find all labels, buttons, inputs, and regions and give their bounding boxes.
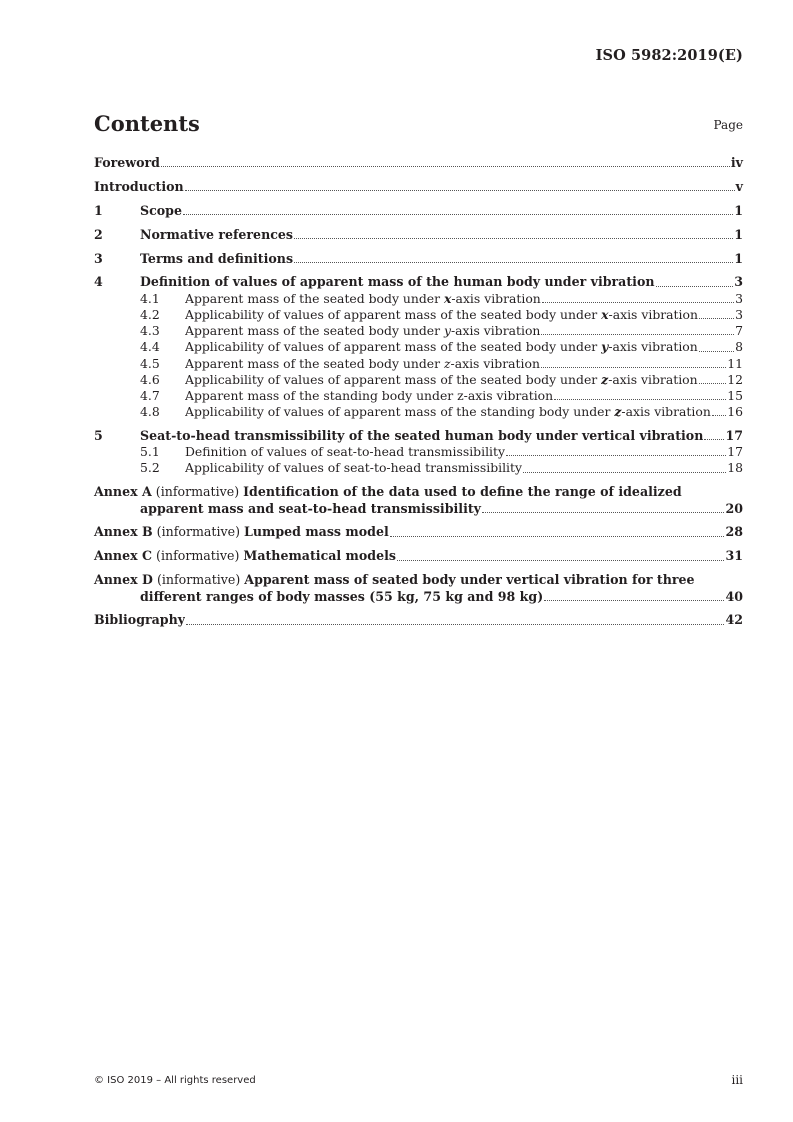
toc-label: Apparent mass of the seated body under x-axis vibration [185, 290, 541, 306]
toc-entry-5-1[interactable] [94, 444, 743, 460]
toc-page: 17 [725, 427, 743, 443]
toc-page: 18 [727, 460, 743, 476]
toc-page: iv [730, 155, 743, 170]
toc-entry-4-5[interactable] [94, 356, 743, 372]
dot-leader [554, 398, 726, 400]
page-title: Contents [94, 111, 200, 136]
toc-number: 5.1 [140, 444, 160, 460]
toc-entry-4-3[interactable] [94, 323, 743, 339]
toc-page: 31 [725, 548, 743, 564]
annex-title: Apparent mass of seated body under vertical vibration for three [244, 572, 695, 588]
dot-leader [183, 213, 733, 215]
toc-entry-4-4[interactable] [94, 339, 743, 355]
dot-leader [506, 454, 726, 456]
toc-page: 20 [725, 500, 743, 516]
page-number: iii [731, 1073, 743, 1087]
toc-entry-clause-2[interactable] [94, 227, 743, 243]
toc-number: 4.7 [140, 387, 160, 403]
annex-informative: (informative) [156, 548, 240, 564]
dot-leader [161, 165, 730, 167]
toc-page: 11 [727, 355, 743, 371]
annex-prefix: Annex A [94, 484, 152, 500]
toc-page: 12 [727, 371, 743, 387]
toc-label: Terms and definitions [140, 250, 294, 266]
toc-entry-clause-5[interactable] [94, 428, 743, 444]
dot-leader [656, 285, 734, 287]
toc-entry-clause-3[interactable] [94, 251, 743, 267]
toc-label: Applicability of values of apparent mass of the standing body under z-axis vibration [185, 404, 711, 420]
toc-entry-bibliography[interactable] [94, 612, 743, 628]
toc-label: Introduction [94, 178, 184, 194]
toc-page: 42 [725, 612, 743, 628]
toc-label: Applicability of values of seat-to-head transmissibility [185, 460, 522, 476]
annex-informative: (informative) [155, 484, 240, 500]
dot-leader [294, 237, 733, 239]
toc-entry-clause-1[interactable] [94, 203, 743, 219]
toc-number: 2 [94, 226, 103, 242]
copyright-notice: © ISO 2019 – All rights reserved [94, 1075, 256, 1086]
toc-number: 4.8 [140, 404, 160, 420]
dot-leader [541, 366, 726, 368]
toc-number: 5 [94, 427, 103, 443]
toc-number: 4.4 [140, 339, 160, 355]
dot-leader [542, 301, 734, 303]
dot-leader [523, 471, 726, 473]
toc-page: v [735, 178, 743, 194]
toc-number: 4.6 [140, 371, 160, 387]
toc-entry-4-6[interactable] [94, 372, 743, 388]
dot-leader [390, 535, 725, 537]
annex-title: Mathematical models [243, 548, 396, 564]
dot-leader [541, 333, 734, 335]
toc-label: Apparent mass of the seated body under z-axis vibration [185, 355, 540, 371]
toc-page: 8 [735, 339, 743, 355]
dot-leader [185, 189, 735, 191]
toc-page: 3 [735, 307, 743, 323]
annex-informative: (informative) [156, 524, 240, 540]
annex-prefix: Annex B [94, 524, 153, 540]
annex-title: Identification of the data used to define the range of idealized [243, 484, 682, 500]
toc-entry-clause-4[interactable] [94, 274, 743, 290]
document-code: ISO 5982:2019(E) [595, 47, 743, 64]
toc-page: 17 [727, 444, 743, 460]
toc-entry-4-2[interactable] [94, 307, 743, 323]
toc-label: Apparent mass of the seated body under y-axis vibration [185, 323, 541, 339]
toc-label: Scope [140, 202, 182, 218]
toc-label: Normative references [140, 226, 294, 242]
toc-page: 1 [734, 250, 743, 266]
toc-page: 40 [725, 588, 743, 604]
toc-page: 7 [735, 323, 743, 339]
toc-entry-5-2[interactable] [94, 460, 743, 476]
toc-entry-foreword[interactable] [94, 155, 743, 171]
annex-informative: (informative) [156, 572, 241, 588]
toc-label: Definition of values of apparent mass of the human body under vibration [140, 274, 655, 290]
toc-number: 4.2 [140, 307, 160, 323]
toc-label: Seat-to-head transmissibility of the seated human body under vertical vibration [140, 427, 704, 443]
toc-number: 4 [94, 274, 103, 290]
dot-leader [186, 623, 724, 625]
toc-label: Foreword [94, 155, 160, 170]
toc-label: Definition of values of seat-to-head transmissibility [185, 444, 505, 460]
toc-entry-4-7[interactable] [94, 388, 743, 404]
toc-entry-annex-a[interactable] [94, 484, 743, 517]
toc-page: 28 [725, 524, 743, 540]
toc-number: 4.1 [140, 290, 160, 306]
dot-leader [699, 317, 734, 319]
toc-page: 15 [727, 387, 743, 403]
annex-title-continued: apparent mass and seat-to-head transmissibility [140, 500, 481, 516]
page-column-label: Page [713, 118, 743, 132]
toc-entry-annex-c[interactable] [94, 548, 743, 564]
toc-number: 5.2 [140, 460, 160, 476]
annex-title: Lumped mass model [244, 524, 389, 540]
toc-page: 16 [727, 404, 743, 420]
toc-entry-annex-b[interactable] [94, 524, 743, 540]
toc-entry-4-1[interactable] [94, 291, 743, 307]
toc-entry-4-8[interactable] [94, 404, 743, 420]
annex-prefix: Annex D [94, 572, 153, 588]
dot-leader [712, 414, 726, 416]
dot-leader [704, 438, 724, 440]
dot-leader [482, 511, 724, 513]
toc-entry-introduction[interactable] [94, 179, 743, 195]
dot-leader [397, 559, 724, 561]
toc-number: 4.5 [140, 355, 160, 371]
toc-number: 3 [94, 250, 103, 266]
toc-page: 1 [734, 226, 743, 242]
toc-label: Applicability of values of apparent mass of the seated body under x-axis vibration [185, 307, 698, 323]
annex-title-continued: different ranges of body masses (55 kg, 75 kg and 98 kg) [140, 588, 544, 604]
toc-page: 3 [734, 274, 743, 290]
subclauses-4 [94, 291, 743, 421]
dot-leader [699, 350, 734, 352]
subclauses-5 [94, 444, 743, 476]
toc-page: 3 [735, 290, 743, 306]
toc-label: Apparent mass of the standing body under z-axis vibration [185, 387, 554, 403]
toc-entry-annex-d[interactable] [94, 572, 743, 605]
toc-label: Bibliography [94, 612, 186, 628]
toc-number: 1 [94, 202, 103, 218]
toc-label: Applicability of values of apparent mass of the seated body under y-axis vibration [185, 339, 698, 355]
toc-number: 4.3 [140, 323, 160, 339]
toc-label: Applicability of values of apparent mass of the seated body under z-axis vibration [185, 371, 698, 387]
dot-leader [294, 261, 733, 263]
toc-page: 1 [734, 202, 743, 218]
table-of-contents [94, 155, 743, 629]
annex-prefix: Annex C [94, 548, 153, 564]
dot-leader [699, 382, 727, 384]
dot-leader [544, 599, 724, 601]
